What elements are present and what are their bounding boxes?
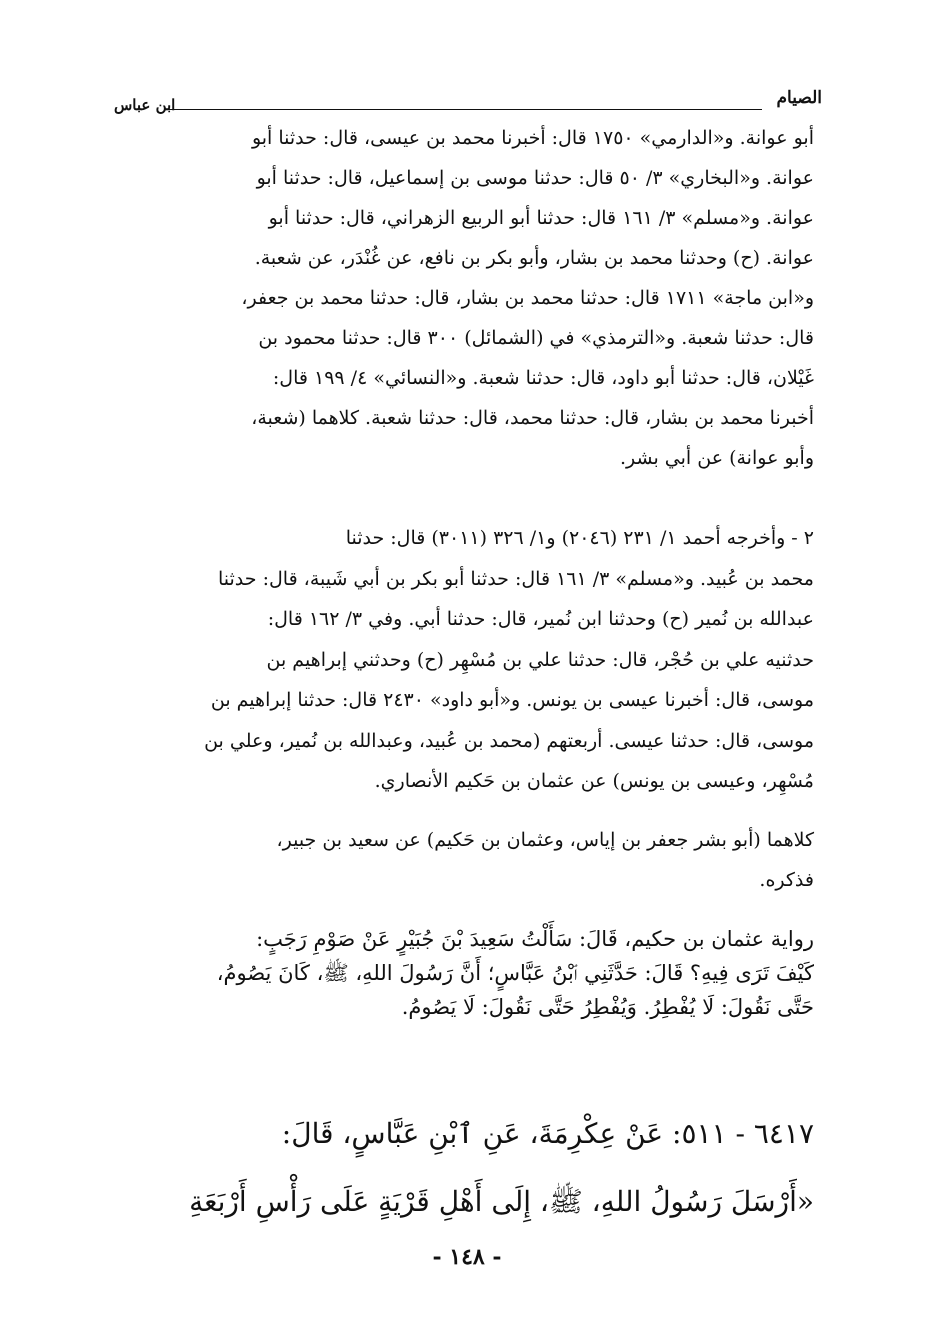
text-line: عوانة. و«البخاري» ٣/ ٥٠ قال: حدثنا موسى بن إسماعيل، قال: حدثنا أبو	[256, 167, 814, 189]
header-rule	[168, 109, 762, 110]
text-line: غَيْلان، قال: حدثنا أبو داود، قال: حدثنا شعبة. و«النسائي» ٤/ ١٩٩ قال:	[272, 367, 814, 389]
hadith-line: ٦٤١٧ - ٥١١: عَنْ عِكْرِمَةَ، عَنِ ٱبْنِ عَبَّاسٍ، قَالَ:	[281, 1117, 814, 1150]
footnote-paragraph-3	[114, 820, 814, 900]
text-line: رواية عثمان بن حكيم، قَالَ: سَأَلْتُ سَعِيدَ بْنَ جُبَيْرٍ عَنْ صَوْمِ رَجَبٍ:	[256, 927, 814, 951]
page-number: - ١٤٨ -	[432, 1244, 502, 1270]
text-line: قال: حدثنا شعبة. و«الترمذي» في (الشمائل) ٣٠٠ قال: حدثنا محمود بن	[258, 327, 814, 349]
text-line: عوانة. و«مسلم» ٣/ ١٦١ قال: حدثنا أبو الربيع الزهراني، قال: حدثنا أبو	[268, 207, 814, 229]
text-line: مُسْهِر، وعيسى بن يونس) عن عثمان بن حَكيم الأنصاري.	[374, 770, 814, 792]
hadith-text	[114, 1100, 814, 1236]
text-line: حدثنيه علي بن حُجْر، قال: حدثنا علي بن مُسْهِر (ح) وحدثني إبراهيم بن	[266, 648, 814, 671]
text-line: و«ابن ماجة» ١٧١١ قال: حدثنا محمد بن بشار، قال: حدثنا محمد بن جعفر،	[241, 287, 814, 309]
footnote-paragraph-2	[114, 518, 814, 802]
text-line: حَتَّى نَقُولَ: لَا يُفْطِرُ. وَيُفْطِرُ حَتَّى نَقُولَ: لَا يَصُومُ.	[401, 995, 814, 1019]
text-line: أخبرنا محمد بن بشار، قال: حدثنا محمد، قال: حدثنا شعبة. كلاهما (شعبة،	[251, 407, 814, 429]
text-line: محمد بن عُبيد. و«مسلم» ٣/ ١٦١ قال: حدثنا أبو بكر بن أبي شَيبة، قال: حدثنا	[218, 567, 814, 590]
text-line: عبدالله بن نُمير (ح) وحدثنا ابن نُمير، قال: حدثنا أبي. وفي ٣/ ١٦٢ قال:	[267, 608, 814, 630]
footnote-paragraph-1	[114, 118, 814, 478]
text-line: ٢ - وأخرجه أحمد ١/ ٢٣١ (٢٠٤٦) و١/ ٣٢٦ (٣٠١١) قال: حدثنا	[345, 527, 814, 549]
narration-paragraph	[114, 922, 814, 1024]
running-header-chapter: الصيام	[776, 88, 822, 108]
text-line: فذكره.	[759, 869, 814, 891]
text-line: كَيْفَ تَرَى فِيهِ؟ قَالَ: حَدَّثَنِي ٱبْنُ عَبَّاسٍ؛ أَنَّ رَسُولَ اللهِ، ﷺ، كَانَ يَصُومُ،	[216, 961, 814, 985]
running-header-companion: ابن عباس	[114, 96, 176, 114]
text-line: أبو عوانة. و«الدارمي» ١٧٥٠ قال: أخبرنا محمد بن عيسى، قال: حدثنا أبو	[251, 127, 814, 149]
text-line: موسى، قال: أخبرنا عيسى بن يونس. و«أبو داود» ٢٤٣٠ قال: حدثنا إبراهيم بن	[210, 689, 814, 711]
text-line: وأبو عوانة) عن أبي بشر.	[620, 447, 814, 469]
text-line: موسى، قال: حدثنا عيسى. أربعتهم (محمد بن عُبيد، وعبدالله بن نُمير، وعلي بن	[204, 729, 814, 752]
text-line: كلاهما (أبو بشر جعفر بن إياس، وعثمان بن حَكيم) عن سعيد بن جبير،	[276, 829, 814, 851]
hadith-line: «أَرْسَلَ رَسُولُ اللهِ، ﷺ، إِلَى أَهْلِ قَرْيَةٍ عَلَى رَأْسِ أَرْبَعَةِ	[189, 1185, 814, 1218]
text-line: عوانة. (ح) وحدثنا محمد بن بشار، وأبو بكر بن نافع، عن غُنْدَر، عن شعبة.	[254, 247, 814, 269]
